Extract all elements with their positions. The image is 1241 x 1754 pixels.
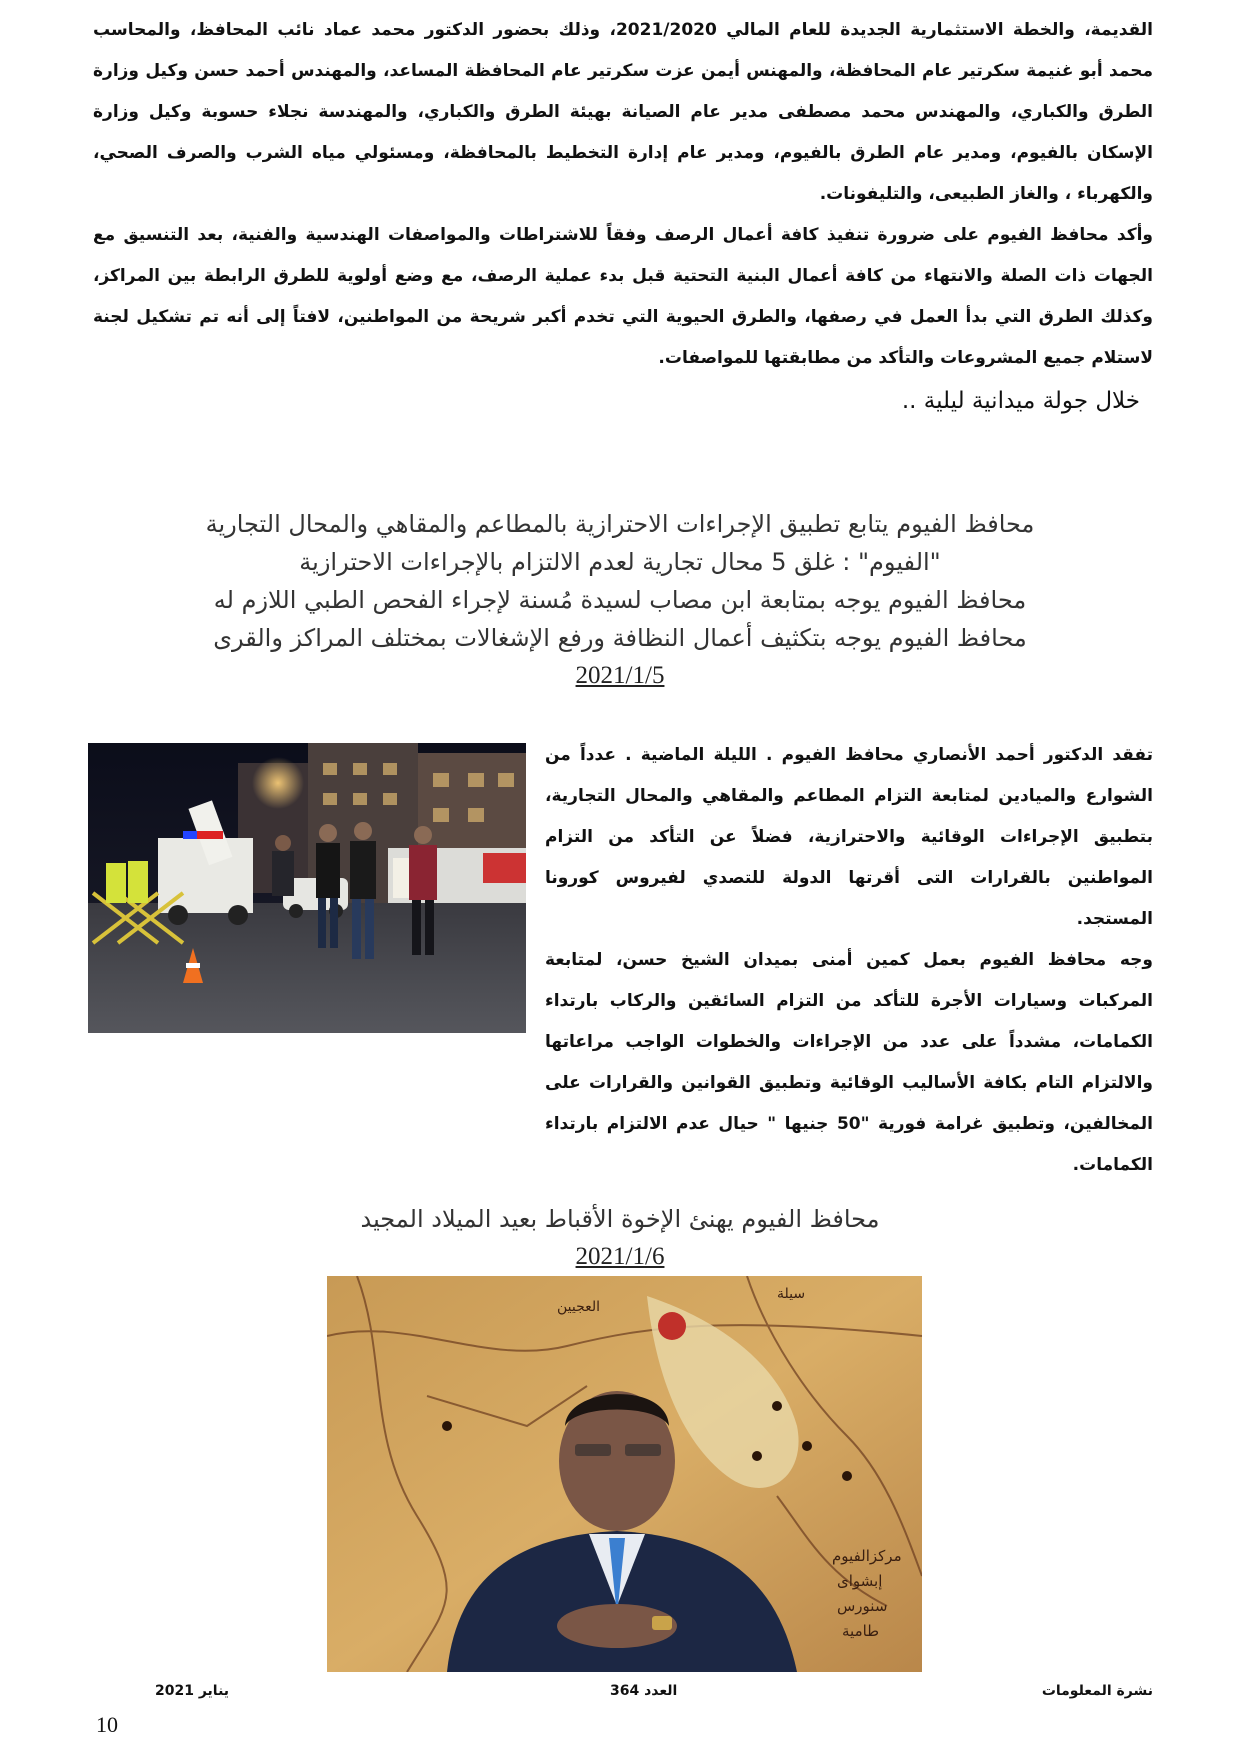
governor-map-illustration bbox=[327, 1276, 922, 1672]
map-label: إبشواى bbox=[837, 1572, 883, 1590]
governor-photo bbox=[327, 1276, 922, 1672]
map-label: العجيين bbox=[557, 1299, 601, 1315]
map-label: مركزالفيوم bbox=[832, 1547, 902, 1565]
section2-date: 2021/1/6 bbox=[575, 1243, 665, 1270]
intro-text bbox=[93, 10, 1153, 379]
headline: محافظ الفيوم يوجه بمتابعة ابن مصاب لسيدة مُسنة لإجراء الفحص الطبي اللازم له bbox=[213, 586, 1027, 614]
section1-paragraph: وجه محافظ الفيوم بعمل كمين أمنى بميدان الشيخ حسن، لمتابعة المركبات وسيارات الأجرة للتأكد من التزام السائقين والركاب بارتداء الكمامات، مشدداً على عدد من الإجراءات والخطوات الواجب مراعاتها والالتزام التام بكافة الأساليب الوقائية وتطبيق القوانين والقرارات على المخالفين، وتطبيق غرامة فورية "50 جنيها " حيال عدم الالتزام بارتداء الكمامات. bbox=[545, 950, 1153, 1175]
section1-paragraph: تفقد الدكتور أحمد الأنصاري محافظ الفيوم . الليلة الماضية . عدداً من الشوارع والميادين لمتابعة التزام المطاعم والمقاهي والمحال التجارية، بتطبيق الإجراءات الوقائية والاحترازية، فضلاً عن التأكد من التزام المواطنين بالقرارات التى أقرتها الدولة للتصدي لفيروس كورونا المستجد. bbox=[545, 745, 1153, 929]
night-street-illustration bbox=[88, 743, 526, 1033]
footer-date: يناير 2021 bbox=[155, 1683, 230, 1699]
night-tour-photo bbox=[88, 743, 526, 1033]
page-number: 10 bbox=[96, 1712, 118, 1737]
section1-date: 2021/1/5 bbox=[575, 662, 665, 689]
intro-paragraph: القديمة، والخطة الاستثمارية الجديدة للعام المالي 2021/2020، وذلك بحضور الدكتور محمد عماد نائب المحافظ، والمحاسب محمد أبو غنيمة سكرتير عام المحافظة، والمهنس أيمن عزت سكرتير عام المحافظة المساعد، والمهندس أحمد حسن وكيل وزارة الطرق والكباري، والمهندس محمد مصطفى مدير عام الصيانة بهيئة الطرق والكباري، والمهندسة نجلاء حسوبة وكيل وزارة الإسكان بالفيوم، ومدير عام الطرق بالفيوم، ومدير عام إدارة التخطيط بالمحافظة، ومسئولي مياه الشرب والصرف الصحي، والكهرباء ، والغاز الطبيعى، والتليفونات. bbox=[93, 20, 1154, 204]
section1-text bbox=[545, 735, 1153, 1186]
section1-headlines bbox=[90, 505, 1150, 695]
footer-publication: نشرة المعلومات bbox=[1041, 1683, 1153, 1699]
headline: محافظ الفيوم يهنئ الإخوة الأقباط بعيد الميلاد المجيد bbox=[360, 1205, 880, 1233]
map-label: طامية bbox=[842, 1622, 880, 1640]
footer-issue: العدد 364 bbox=[610, 1683, 678, 1699]
headline: محافظ الفيوم يتابع تطبيق الإجراءات الاحترازية بالمطاعم والمقاهي والمحال التجارية bbox=[205, 510, 1035, 538]
section2-headline-block bbox=[90, 1200, 1150, 1276]
map-label: سيلة bbox=[777, 1286, 806, 1302]
intro-paragraph: وأكد محافظ الفيوم على ضرورة تنفيذ كافة أعمال الرصف وفقاً للاشتراطات والمواصفات الهندسية والفنية، بعد التنسيق مع الجهات ذات الصلة والانتهاء من كافة أعمال البنية التحتية قبل بدء عملية الرصف، مع وضع أولوية للطرق الرابطة بين المراكز، وكذلك الطرق التي بدأ العمل في رصفها، والطرق الحيوية التي تخدم أكبر شريحة من المواطنين، لافتاً إلى أنه تم تشكيل لجنة لاستلام جميع المشروعات والتأكد من مطابقتها للمواصفات. bbox=[93, 225, 1153, 368]
map-label: سنورس bbox=[837, 1597, 888, 1615]
photo-caption: خلال جولة ميدانية ليلية .. bbox=[901, 388, 1140, 414]
headline: محافظ الفيوم يوجه بتكثيف أعمال النظافة ورفع الإشغالات بمختلف المراكز والقرى bbox=[213, 624, 1027, 652]
headline: "الفيوم" : غلق 5 محال تجارية لعدم الالتزام بالإجراءات الاحترازية bbox=[299, 548, 941, 576]
